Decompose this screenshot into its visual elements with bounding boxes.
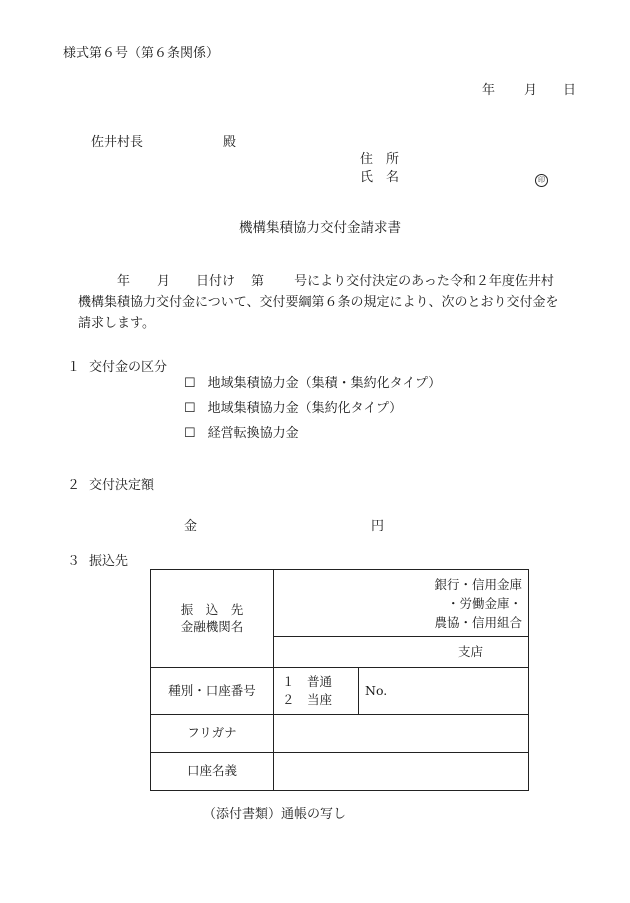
branch-label: 支店 xyxy=(458,643,484,659)
addressee-name: 佐井村長 xyxy=(91,135,144,150)
option-regional-consolidation-aggregation[interactable]: ☐ 地域集積協力金（集約化タイプ） xyxy=(184,401,403,416)
checkbox-icon[interactable]: ☐ xyxy=(184,426,196,441)
section3-heading: ３ 振込先 xyxy=(67,554,129,569)
date-day-label: 日 xyxy=(563,83,577,98)
bank-name-field[interactable]: 銀行・信用金庫 ・労働金庫・ 農協・信用組合 xyxy=(274,570,529,637)
seal-mark: 印 xyxy=(535,172,548,187)
checkbox-icon[interactable]: ☐ xyxy=(184,376,196,391)
section2-heading: ２ 交付決定額 xyxy=(67,478,155,493)
account-type-field[interactable]: １ 普通 ２ 当座 xyxy=(274,668,359,715)
account-holder-label: 口座名義 xyxy=(151,753,274,791)
address-label: 住 所 xyxy=(360,152,400,167)
body-paragraph: 年 月 日付け 第 号により交付決定のあった令和２年度佐井村 機構集積協力交付金について、交付要綱第６条の規定により、次のとおり交付金を 請求します。 xyxy=(78,274,559,331)
account-number-label: No. xyxy=(365,682,388,698)
checkbox-icon[interactable]: ☐ xyxy=(184,401,196,416)
branch-field[interactable] xyxy=(274,637,529,668)
date-month-label: 月 xyxy=(524,83,538,98)
option-business-conversion[interactable]: ☐ 経営転換協力金 xyxy=(184,426,299,441)
account-holder-field[interactable] xyxy=(274,753,529,791)
date-year-label: 年 xyxy=(482,83,496,98)
section1-heading: １ 交付金の区分 xyxy=(67,360,168,375)
account-type-label: 種別・口座番号 xyxy=(151,668,274,715)
document-title: 機構集積協力交付金請求書 xyxy=(239,220,401,236)
form-number: 様式第６号（第６条関係） xyxy=(63,46,220,61)
addressee-honorific: 殿 xyxy=(223,135,237,150)
bank-name-label: 振 込 先 金融機関名 xyxy=(151,570,274,668)
amount-unit: 円 xyxy=(371,519,385,534)
attachment-note: （添付書類）通帳の写し xyxy=(203,807,347,822)
bank-transfer-table xyxy=(150,569,529,791)
account-number-field[interactable] xyxy=(359,668,529,715)
amount-prefix: 金 xyxy=(184,519,198,534)
furigana-label: フリガナ xyxy=(151,715,274,753)
furigana-field[interactable] xyxy=(274,715,529,753)
option-regional-consolidation-both[interactable]: ☐ 地域集積協力金（集積・集約化タイプ） xyxy=(184,376,442,391)
name-label: 氏 名 xyxy=(360,170,400,185)
